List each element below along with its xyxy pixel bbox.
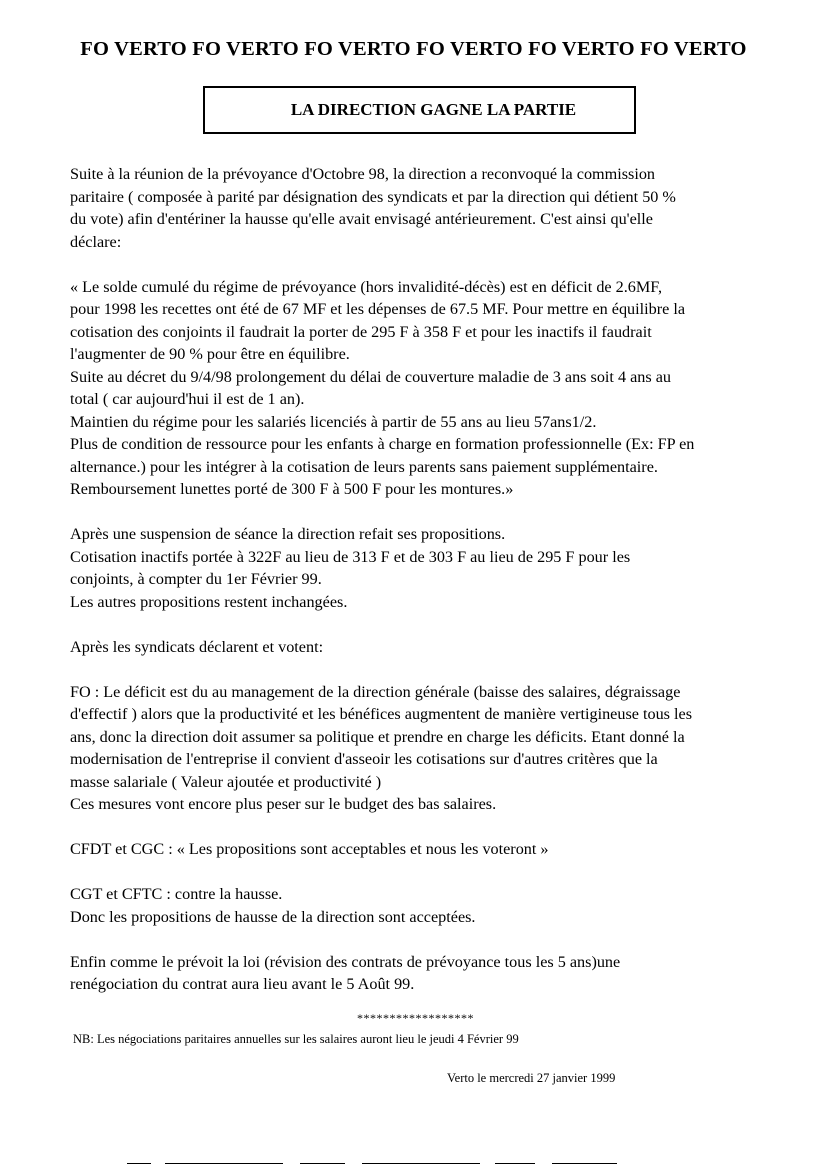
text-line: du vote) afin d'entériner la hausse qu'elle avait envisagé antérieurement. C'est ainsi qu'elle — [70, 210, 653, 228]
text-line: alternance.) pour les intégrer à la cotisation de leurs parents sans paiement supplémentaire. — [70, 457, 658, 476]
footer-rule — [165, 1163, 283, 1164]
text-line: total ( car aujourd'hui il est de 1 an). — [70, 390, 305, 408]
paragraph-direction-statement — [70, 276, 827, 501]
text-line: Plus de condition de ressource pour les enfants à charge en formation professionnelle (Ex: FP en — [70, 435, 695, 453]
text-line: Après les syndicats déclarent et votent: — [70, 637, 324, 656]
title-box — [203, 86, 636, 134]
text-line: Après une suspension de séance la direction refait ses propositions. — [70, 525, 506, 543]
document-body — [70, 163, 827, 996]
text-line: conjoints, à compter du 1er Février 99. — [70, 570, 322, 588]
text-line: d'effectif ) alors que la productivité et les bénéfices augmentent de manière vertigineuse tous les — [70, 705, 693, 723]
text-line: renégociation du contrat aura lieu avant le 5 Août 99. — [70, 975, 415, 993]
text-line: Les autres propositions restent inchangées. — [70, 592, 348, 611]
text-line: cotisation des conjoints il faudrait la porter de 295 F à 358 F et pour les inactifs il faudrait — [70, 322, 652, 341]
text-line: paritaire ( composée à parité par désignation des syndicats et par la direction qui détient 50 % — [70, 187, 676, 206]
paragraph-conclusion — [70, 951, 827, 996]
text-line: FO : Le déficit est du au management de la direction générale (baisse des salaires, dégraissage — [70, 682, 681, 701]
text-line: Suite à la réunion de la prévoyance d'Octobre 98, la direction a reconvoqué la commission — [70, 165, 656, 183]
footer-rule — [495, 1163, 535, 1164]
separator-stars: ****************** — [357, 1011, 474, 1025]
text-line: Ces mesures vont encore plus peser sur le budget des bas salaires. — [70, 795, 497, 813]
text-line: l'augmenter de 90 % pour être en équilibre. — [70, 345, 350, 363]
text-line: Remboursement lunettes porté de 300 F à 500 F pour les montures.» — [70, 480, 514, 498]
text-line: Suite au décret du 9/4/98 prolongement du délai de couverture maladie de 3 ans soit 4 ans au — [70, 367, 672, 386]
paragraph-unions-intro — [70, 636, 827, 659]
text-line: masse salariale ( Valeur ajoutée et productivité ) — [70, 772, 382, 791]
text-line: ans, donc la direction doit assumer sa politique et prendre en charge les déficits. Etant donné la — [70, 727, 685, 746]
text-line: CGT et CFTC : contre la hausse. — [70, 885, 283, 903]
footer-rule — [362, 1163, 480, 1164]
paragraph-cfdt-cgc — [70, 838, 827, 861]
text-line: Cotisation inactifs portée à 322F au lieu de 313 F et de 303 F au lieu de 295 F pour les — [70, 547, 631, 566]
text-line: Maintien du régime pour les salariés licenciés à partir de 55 ans au lieu 57ans1/2. — [70, 412, 597, 431]
footer-rule — [300, 1163, 345, 1164]
text-line: Donc les propositions de hausse de la direction sont acceptées. — [70, 907, 476, 926]
text-line: « Le solde cumulé du régime de prévoyance (hors invalidité-décès) est en déficit de 2.6MF, — [70, 277, 663, 296]
footer-rule — [552, 1163, 617, 1164]
text-line: CFDT et CGC : « Les propositions sont acceptables et nous les voteront » — [70, 840, 549, 858]
footer-rule — [127, 1163, 151, 1164]
signature-date: Verto le mercredi 27 janvier 1999 — [447, 1071, 616, 1085]
document-title: LA DIRECTION GAGNE LA PARTIE — [290, 100, 577, 119]
nb-note: NB: Les négociations paritaires annuelles sur les salaires auront lieu le jeudi 4 Février 99 — [73, 1032, 519, 1046]
text-line: déclare: — [70, 232, 122, 251]
paragraph-new-proposals — [70, 523, 827, 613]
text-line: Enfin comme le prévoit la loi (révision des contrats de prévoyance tous les 5 ans)une — [70, 952, 621, 971]
banner-heading: FO VERTO FO VERTO FO VERTO FO VERTO FO VERTO FO VERTO — [80, 38, 747, 60]
paragraph-fo-statement — [70, 681, 827, 816]
text-line: modernisation de l'entreprise il convient d'asseoir les cotisations sur d'autres critères que la — [70, 750, 658, 768]
text-line: pour 1998 les recettes ont été de 67 MF et les dépenses de 67.5 MF. Pour mettre en équilibre la — [70, 300, 686, 318]
paragraph-cgt-cftc — [70, 883, 827, 928]
paragraph-intro — [70, 163, 827, 253]
